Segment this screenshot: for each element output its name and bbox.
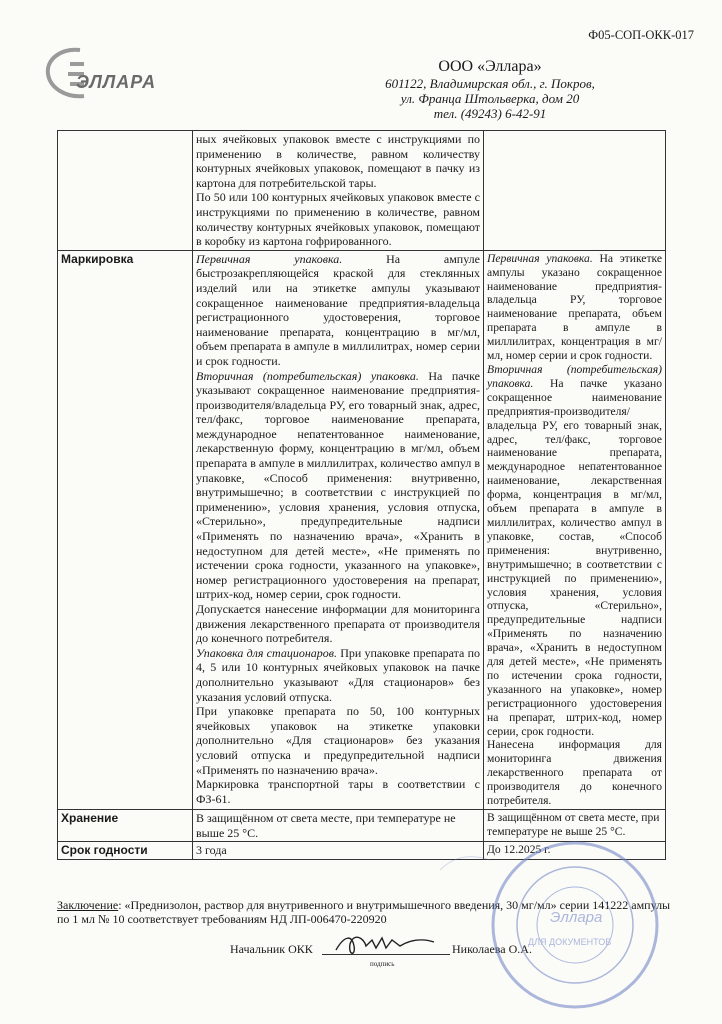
marking-hospital-2: При упаковке препарата по 50, 100 контурных ячейковых упаковок на этикетке упаковки дополнительно «Для стационаров» без указания условий отпуска и предупредительной надписи «Применять по назначению врача». — [196, 704, 480, 777]
cell-empty-label — [58, 131, 193, 251]
packaging-paragraph: ных ячейковых упаковок вместе с инструкциями по применению в количестве, равном количеству контурных ячейковых упаковок, помещают в пачку из картона для потребительской тары. — [196, 132, 480, 190]
marking-primary-text: На ампуле быстрозакрепляющейся краской для стеклянных изделий или на этикетке ампулы указывают сокращенное наименование предприятия-владельца регистрационного удостоверения, торговое наименование препарата, концентрацию в мг/мл, объем препарата в ампуле в миллилитрах, номер серии и срок годности. — [196, 251, 480, 368]
table-row-packaging — [58, 131, 666, 251]
actual-primary-text: На этикетке ампулы указано сокращенное наименование предприятия-владельца РУ, торговое наименование препарата, объем препарата в ампуле в миллилитрах, концентрация в мг/мл, номер серии и срок годности. — [487, 251, 662, 363]
signer-name: Николаева О.А. — [452, 942, 532, 956]
cell-empty-actual — [484, 131, 666, 251]
document-code: Ф05-СОП-ОКК-017 — [588, 28, 694, 42]
cell-marking-actual — [484, 250, 666, 809]
cell-storage-spec: В защищённом от света месте, при температуре не выше 25 °С. — [193, 810, 484, 842]
actual-secondary-text: На пачке указано сокращенное наименование предприятия-производителя/владельца РУ, его товарный знак, адрес, тел/факс, торговое наименование препарата, международное непатентованное наименование, лекарственная форма, концентрация в мг/мл, объем препарата в ампуле в миллилитрах, количество ампул в упаковке, состав, «Способ применения: внутривенно, внутримышечно; в соответствии с инструкцией по применению», условия хранения, условия отпуска, «Стерильно», предупредительные надписи «Применять по назначению врача», «Хранить в недоступном для детей месте», «Не применять по истечении срока годности, указанного на упаковке», номер регистрационного удостоверения на препарат, штрих-код, номер серии, срок годности. — [487, 376, 662, 738]
conclusion-label: Заключение — [57, 898, 119, 912]
marking-secondary-text: На пачке указывают сокращенное наименование предприятия-производителя/владельца РУ, его товарный знак, адрес, тел/факс, торговое наименование препарата, международное непатентованное наименование, лекарственную форму, концентрацию в мг/мл, объем препарата в ампуле в миллилитрах, количество ампул в упаковке, «Способ применения: внутривенно, внутримышечно; в соответствии с инструкцией по применению», условия хранения, условия отпуска, «Стерильно», предупредительные надписи «Применять по назначению врача», «Хранить в недоступном для детей месте», «Не применять по истечении срока годности, указанного на упаковке», номер регистрационного удостоверения на препарат, штрих-код, номер серии, срок годности. — [196, 368, 480, 602]
actual-secondary-title: Вторичная (потребительская) упаковка. — [487, 363, 662, 390]
logo-wordmark: ЭЛЛАРА — [76, 72, 157, 92]
marking-transport: Маркировка транспортной тары в соответствии с ФЗ-61. — [196, 777, 480, 806]
company-phone: тел. (49243) 6-42-91 — [433, 106, 547, 121]
actual-primary-title: Первичная упаковка. — [487, 251, 593, 265]
row-label-marking: Маркировка — [58, 250, 193, 809]
marking-secondary — [196, 369, 480, 603]
cell-packaging-spec — [193, 131, 484, 251]
row-label-shelf-life: Срок годности — [58, 842, 193, 860]
actual-secondary — [487, 363, 662, 738]
company-address-line2: ул. Франца Штольверка, дом 20 — [400, 91, 580, 106]
cell-shelf-actual: До 12.2025 г. — [484, 842, 666, 860]
company-name: ООО «Эллара» — [438, 58, 542, 75]
cell-storage-actual: В защищённом от света месте, при температуре не выше 25 °С. — [484, 810, 666, 842]
marking-primary-title: Первичная упаковка. — [196, 251, 343, 266]
stamp-bottom-text: ДЛЯ ДОКУМЕНТОВ — [528, 937, 612, 947]
marking-primary — [196, 252, 480, 369]
marking-hospital-title: Упаковка для стационаров. — [196, 645, 337, 660]
signer-position: Начальник ОКК — [230, 942, 313, 956]
packaging-paragraph: По 50 или 100 контурных ячейковых упаковок вместе с инструкциями по применению в количестве, равном количеству контурных ячейковых упаковок, помещают в коробку из картона гофрированного. — [196, 190, 480, 249]
marking-secondary-title: Вторичная (потребительская) упаковка. — [196, 368, 419, 383]
table-row-marking — [58, 250, 666, 809]
marking-hospital — [196, 646, 480, 704]
stamp-center-text: Эллара — [550, 909, 603, 926]
company-stamp — [400, 830, 670, 1010]
cell-shelf-spec: 3 года — [193, 842, 484, 860]
row-label-storage: Хранение — [58, 810, 193, 842]
signature-caption: подпись — [370, 960, 395, 968]
marking-monitoring: Допускается нанесение информации для мониторинга движения лекарственного препарата от производителя до конечного потребителя. — [196, 602, 480, 646]
marking-hospital-text: При упаковке препарата по 4, 5 или 10 контурных ячейковых упаковок на пачке дополнительно указывают «Для стационаров» без указания условий отпуска. — [196, 645, 481, 704]
actual-monitoring: Нанесена информация для мониторинга движения лекарственного препарата от производителя до конечного потребителя. — [487, 738, 662, 808]
cell-marking-spec — [193, 250, 484, 809]
company-block — [360, 58, 620, 121]
company-address-line1: 601122, Владимирская обл., г. Покров, — [385, 76, 595, 91]
conclusion-text: : «Преднизолон, раствор для внутривенного и внутримышечного введения, 30 мг/мл» серии 141222 ампулы по 1 мл № 10 соответствует требованиям НД ЛП-006470-220920 — [57, 898, 671, 926]
actual-primary — [487, 252, 662, 363]
specification-table — [57, 130, 666, 860]
